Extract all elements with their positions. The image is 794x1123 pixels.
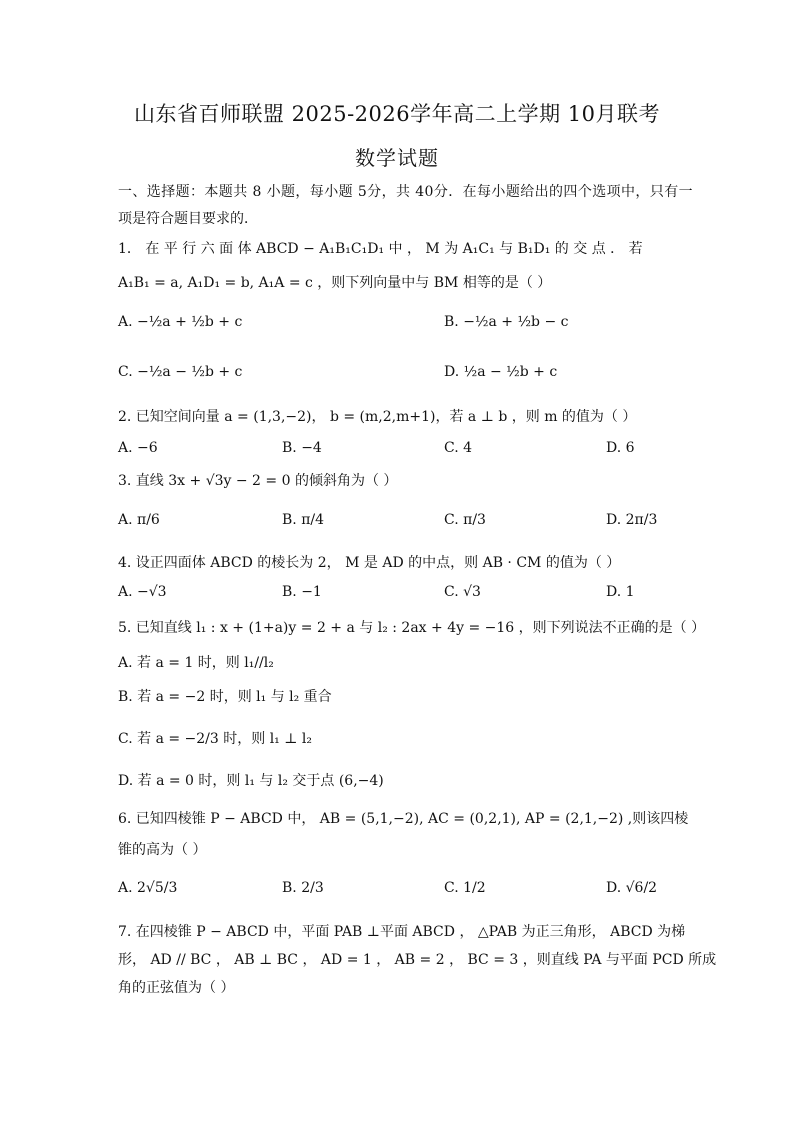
question-6-option-b: B. 2/3 (282, 880, 324, 896)
section-intro-line-2: 项是符合题目要求的． (118, 211, 258, 227)
question-2-stem: 2. 已知空间向量 a = (1,3,−2)， b = (m,2,m+1)，若 a ⊥ b ，则 m 的值为（ ） (118, 409, 637, 425)
question-2-option-b: B. −4 (282, 440, 322, 456)
question-7-stem-line-1: 7. 在四棱锥 P − ABCD 中，平面 PAB ⊥平面 ABCD ， △PAB 为正三角形， ABCD 为梯 (118, 924, 686, 940)
question-6-stem-line-2: 锥的高为（ ） (118, 842, 207, 858)
question-5-stem: 5. 已知直线 l₁ : x + (1+a)y = 2 + a 与 l₂ : 2ax + 4y = −16 ，则下列说法不正确的是（ ） (118, 620, 706, 636)
question-5-option-d: D. 若 a = 0 时，则 l₁ 与 l₂ 交于点 (6,−4) (118, 773, 384, 789)
question-1-option-b: B. −½a + ½b − c (444, 314, 569, 330)
question-4-option-d: D. 1 (606, 584, 635, 600)
question-4-stem: 4. 设正四面体 ABCD 的棱长为 2， M 是 AD 的中点，则 AB · CM 的值为（ ） (118, 555, 621, 571)
question-1-option-c: C. −½a − ½b + c (118, 364, 243, 380)
section-intro-line-1: 一、选择题：本题共 8 小题，每小题 5分，共 40分．在每小题给出的四个选项中，只有一 (118, 184, 694, 200)
question-7-stem-line-3: 角的正弦值为（ ） (118, 980, 235, 996)
question-5-option-b: B. 若 a = −2 时，则 l₁ 与 l₂ 重合 (118, 689, 332, 705)
question-6-stem-line-1: 6. 已知四棱锥 P − ABCD 中， AB = (5,1,−2), AC = (0,2,1), AP = (2,1,−2) ,则该四棱 (118, 811, 689, 827)
question-4-option-a: A. −√3 (118, 584, 167, 600)
question-1-stem-line-2: A₁B₁ = a, A₁D₁ = b, A₁A = c ，则下列向量中与 BM 相等的是（ ） (118, 275, 552, 291)
question-3-option-b: B. π/4 (282, 512, 325, 528)
question-7-stem-line-2: 形， AD // BC ， AB ⊥ BC ， AD = 1 ， AB = 2 ， BC = 3 ，则直线 PA 与平面 PCD 所成 (118, 952, 717, 968)
question-6-option-d: D. √6/2 (606, 880, 658, 896)
question-2-option-c: C. 4 (444, 440, 473, 456)
question-5-option-c: C. 若 a = −2/3 时，则 l₁ ⊥ l₂ (118, 731, 312, 747)
question-4-option-b: B. −1 (282, 584, 322, 600)
question-3-stem: 3. 直线 3x + √3y − 2 = 0 的倾斜角为（ ） (118, 473, 398, 489)
question-6-option-a: A. 2√5/3 (118, 880, 178, 896)
question-1-stem-line-1: 1． 在 平 行 六 面 体 ABCD − A₁B₁C₁D₁ 中 ， M 为 A₁C₁ 与 B₁D₁ 的 交 点 ． 若 (118, 241, 643, 257)
question-4-option-c: C. √3 (444, 584, 481, 600)
question-2-option-a: A. −6 (118, 440, 158, 456)
question-1-option-d: D. ½a − ½b + c (444, 364, 558, 380)
question-5-option-a: A. 若 a = 1 时，则 l₁//l₂ (118, 655, 274, 671)
page-subtitle: 数学试题 (355, 146, 439, 170)
page-title: 山东省百师联盟 2025-2026学年高二上学期 10月联考 (133, 102, 661, 126)
question-6-option-c: C. 1/2 (444, 880, 486, 896)
question-2-option-d: D. 6 (606, 440, 635, 456)
question-3-option-d: D. 2π/3 (606, 512, 658, 528)
question-1-option-a: A. −½a + ½b + c (118, 314, 243, 330)
question-3-option-c: C. π/3 (444, 512, 486, 528)
question-3-option-a: A. π/6 (118, 512, 160, 528)
